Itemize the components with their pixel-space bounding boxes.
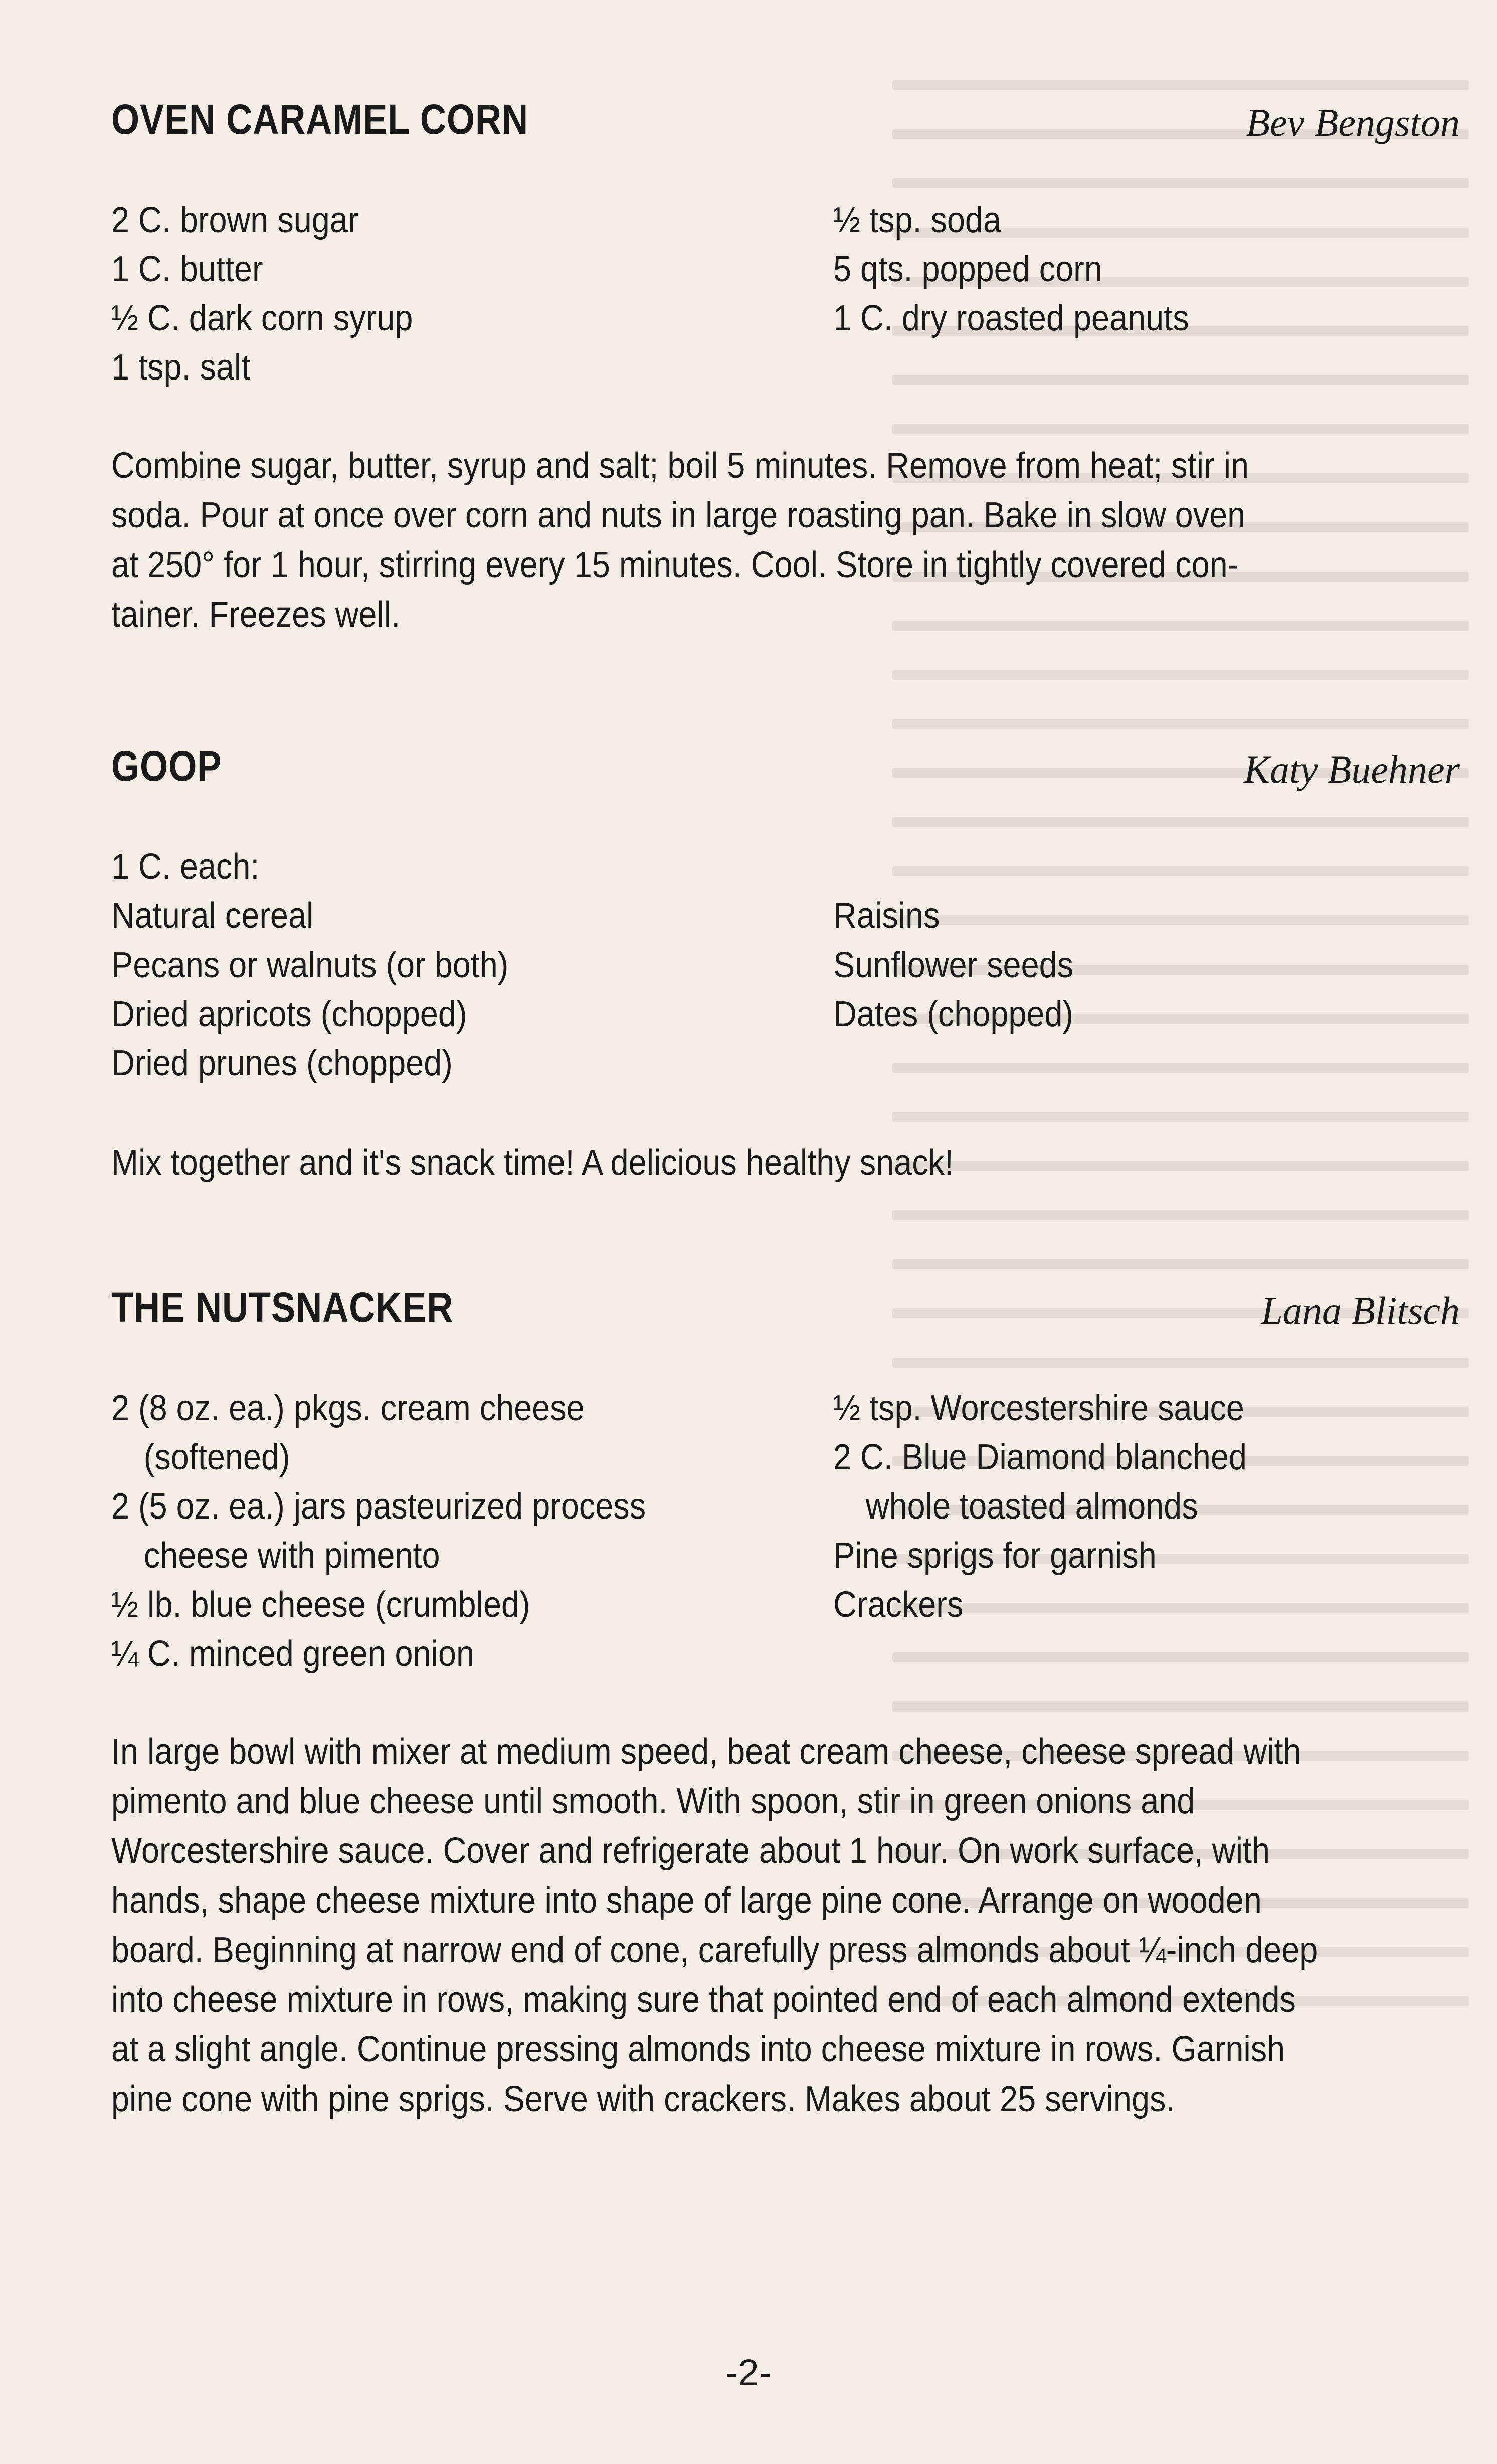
ingredient: ½ lb. blue cheese (crumbled) <box>111 1585 530 1625</box>
recipe-oven-caramel-corn <box>111 95 1460 635</box>
recipe-directions <box>111 441 1460 640</box>
ingredient: 2 C. Blue Diamond blanched <box>833 1437 1247 1477</box>
ingredients-right-column <box>833 1384 1460 1629</box>
ingredient: ¼ C. minced green onion <box>111 1634 475 1674</box>
ingredients-list <box>111 196 1460 396</box>
recipe-title: GOOP <box>111 742 222 790</box>
directions-line: hands, shape cheese mixture into shape of large pine cone. Arrange on wooden <box>111 1880 1262 1921</box>
ingredient: 1 C. dry roasted peanuts <box>833 298 1189 338</box>
recipe-title: THE NUTSNACKER <box>111 1284 454 1331</box>
recipe-the-nutsnacker <box>111 1283 1460 2119</box>
directions-line: into cheese mixture in rows, making sure that pointed end of each almond extends <box>111 1980 1296 2020</box>
ingredients-list <box>111 842 1460 1093</box>
ingredient: Dried apricots (chopped) <box>111 994 467 1034</box>
ingredients-right-column <box>833 196 1460 343</box>
ingredient: 2 (8 oz. ea.) pkgs. cream cheese <box>111 1388 585 1428</box>
ingredient: cheese with pimento <box>143 1536 440 1576</box>
recipe-author: Bev Bengston <box>1246 101 1460 144</box>
ingredient: Sunflower seeds <box>833 945 1074 985</box>
recipe-goop <box>111 742 1460 1183</box>
ingredient: whole toasted almonds <box>865 1486 1198 1527</box>
directions-line: Worcestershire sauce. Cover and refrigerate about 1 hour. On work surface, with <box>111 1831 1270 1871</box>
recipe-author: Katy Buehner <box>1243 747 1460 791</box>
ingredient: 1 C. butter <box>111 249 263 289</box>
ingredient: ½ C. dark corn syrup <box>111 298 413 338</box>
ingredient: 5 qts. popped corn <box>833 249 1102 289</box>
directions-line: pimento and blue cheese until smooth. With spoon, stir in green onions and <box>111 1781 1195 1821</box>
ingredient: 2 (5 oz. ea.) jars pasteurized process <box>111 1486 646 1527</box>
ingredient: Natural cereal <box>111 896 314 936</box>
ingredients-left-column <box>111 196 813 392</box>
ingredient: Dried prunes (chopped) <box>111 1043 453 1083</box>
ingredient: Pecans or walnuts (or both) <box>111 945 509 985</box>
directions-line: In large bowl with mixer at medium speed, beat cream cheese, cheese spread with <box>111 1732 1301 1772</box>
ingredients-right-column <box>833 842 1460 1039</box>
ingredient: (softened) <box>143 1437 290 1477</box>
directions-line: at a slight angle. Continue pressing almonds into cheese mixture in rows. Garnish <box>111 2029 1285 2069</box>
recipe-author: Lana Blitsch <box>1261 1289 1460 1333</box>
recipe-title: OVEN CARAMEL CORN <box>111 96 529 143</box>
ingredient: Pine sprigs for garnish <box>833 1536 1157 1576</box>
directions-line: Combine sugar, butter, syrup and salt; boil 5 minutes. Remove from heat; stir in <box>111 446 1249 486</box>
ingredients-left-column <box>111 842 813 1088</box>
recipe-directions <box>111 1727 1460 2124</box>
ingredient-spacer <box>833 842 1397 891</box>
directions-line: board. Beginning at narrow end of cone, carefully press almonds about ¼-inch deep <box>111 1930 1318 1970</box>
ingredient: 2 C. brown sugar <box>111 200 359 240</box>
ingredients-left-column <box>111 1384 813 1678</box>
ingredient: ½ tsp. Worcestershire sauce <box>833 1388 1244 1428</box>
ingredient: 1 tsp. salt <box>111 347 251 388</box>
page-number: -2- <box>725 2352 772 2393</box>
ingredient: Crackers <box>833 1585 964 1625</box>
ingredients-list <box>111 1384 1460 1684</box>
ingredient: Dates (chopped) <box>833 994 1074 1034</box>
directions-line: tainer. Freezes well. <box>111 595 401 635</box>
directions-line: at 250° for 1 hour, stirring every 15 minutes. Cool. Store in tightly covered con- <box>111 545 1239 585</box>
ingredient: Raisins <box>833 896 940 936</box>
directions-line: soda. Pour at once over corn and nuts in large roasting pan. Bake in slow oven <box>111 495 1246 535</box>
directions-line: Mix together and it's snack time! A delicious healthy snack! <box>111 1143 954 1183</box>
ingredient: 1 C. each: <box>111 847 260 887</box>
directions-line: pine cone with pine sprigs. Serve with crackers. Makes about 25 servings. <box>111 2079 1175 2119</box>
ingredient: ½ tsp. soda <box>833 200 1002 240</box>
recipe-directions <box>111 1138 1460 1188</box>
